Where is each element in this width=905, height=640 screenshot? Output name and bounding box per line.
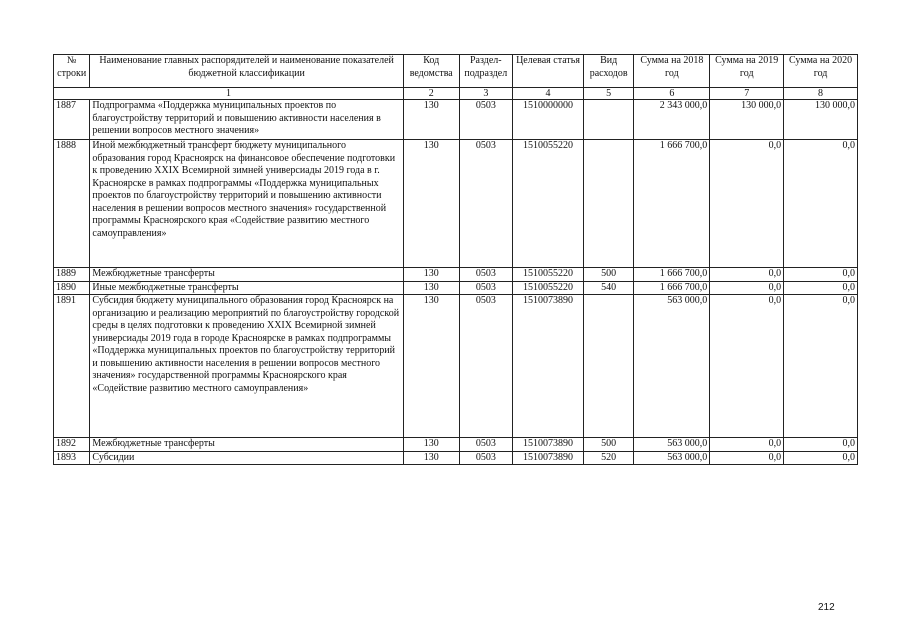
table-row [54, 295, 858, 438]
column-number: 7 [710, 88, 784, 100]
row-number: 1893 [54, 451, 90, 465]
header-row [54, 55, 858, 88]
row-vid [583, 100, 634, 140]
column-number-row [54, 88, 858, 100]
budget-table [53, 54, 858, 465]
row-name: Межбюджетные трансферты [90, 438, 404, 452]
row-sum-2020: 0,0 [784, 438, 858, 452]
header-vid: Вид расходов [583, 55, 634, 88]
table-row [54, 268, 858, 282]
row-sum-2019: 0,0 [710, 451, 784, 465]
row-sum-2019: 130 000,0 [710, 100, 784, 140]
table-row [54, 451, 858, 465]
row-name: Межбюджетные трансферты [90, 268, 404, 282]
row-vedomstvo: 130 [403, 295, 459, 438]
header-sum-2020: Сумма на 2020 год [784, 55, 858, 88]
row-statya: 1510055220 [513, 140, 584, 268]
column-number: 4 [513, 88, 584, 100]
row-razdel: 0503 [459, 281, 513, 295]
column-number: 8 [784, 88, 858, 100]
row-sum-2018: 1 666 700,0 [634, 268, 710, 282]
header-name: Наименование главных распорядителей и наименование показателей бюджетной классификации [90, 55, 404, 88]
row-name: Иные межбюджетные трансферты [90, 281, 404, 295]
row-vid [583, 295, 634, 438]
row-name: Подпрограмма «Поддержка муниципальных проектов по благоустройству территорий и повышению активности населения в решении вопросов местного значения» [90, 100, 404, 140]
row-sum-2020: 130 000,0 [784, 100, 858, 140]
header-razdel: Раздел-подраздел [459, 55, 513, 88]
row-razdel: 0503 [459, 140, 513, 268]
table-header [54, 55, 858, 100]
header-sum-2018: Сумма на 2018 год [634, 55, 710, 88]
row-vedomstvo: 130 [403, 438, 459, 452]
row-sum-2019: 0,0 [710, 140, 784, 268]
row-statya: 1510073890 [513, 451, 584, 465]
column-number: 2 [403, 88, 459, 100]
row-vedomstvo: 130 [403, 100, 459, 140]
row-number: 1889 [54, 268, 90, 282]
row-razdel: 0503 [459, 295, 513, 438]
row-vid: 500 [583, 438, 634, 452]
row-sum-2019: 0,0 [710, 268, 784, 282]
row-number: 1892 [54, 438, 90, 452]
row-name: Субсидия бюджету муниципального образования город Красноярск на организацию и реализацию мероприятий по благоустройству городской среды в целях подготовки к проведению XXIX Всемирной зимней универсиады 2019 года в городе Красноярске в рамках подпрограммы «Поддержка муниципальных проектов по благоустройству территорий и повышению активности населения в решении вопросов местного значения» государственной программы Красноярского края «Содействие развитию местного самоуправления» [90, 295, 404, 438]
row-statya: 1510073890 [513, 438, 584, 452]
row-sum-2018: 1 666 700,0 [634, 281, 710, 295]
row-vedomstvo: 130 [403, 451, 459, 465]
row-sum-2019: 0,0 [710, 295, 784, 438]
table-row [54, 281, 858, 295]
header-statya: Целевая статья [513, 55, 584, 88]
row-sum-2019: 0,0 [710, 438, 784, 452]
row-number: 1887 [54, 100, 90, 140]
header-sum-2019: Сумма на 2019 год [710, 55, 784, 88]
row-name: Иной межбюджетный трансферт бюджету муниципального образования город Красноярск на финансовое обеспечение подготовки к проведению XXIX Всемирной зимней универсиады 2019 года в г. Красноярске в рамках подпрограммы «Поддержка муниципальных проектов по благоустройству территорий и повышению активности населения в решении вопросов местного значения» государственной программы Красноярского края «Содействие развитию местного самоуправления» [90, 140, 404, 268]
header-num: № строки [54, 55, 90, 88]
row-razdel: 0503 [459, 100, 513, 140]
column-number: 3 [459, 88, 513, 100]
row-number: 1888 [54, 140, 90, 268]
row-sum-2018: 563 000,0 [634, 295, 710, 438]
row-sum-2019: 0,0 [710, 281, 784, 295]
row-vid: 500 [583, 268, 634, 282]
table-row [54, 438, 858, 452]
row-statya: 1510055220 [513, 268, 584, 282]
row-sum-2020: 0,0 [784, 268, 858, 282]
row-razdel: 0503 [459, 268, 513, 282]
row-sum-2020: 0,0 [784, 140, 858, 268]
row-vid: 540 [583, 281, 634, 295]
table-row [54, 140, 858, 268]
row-razdel: 0503 [459, 438, 513, 452]
header-vedomstvo: Код ведомства [403, 55, 459, 88]
row-sum-2020: 0,0 [784, 281, 858, 295]
row-razdel: 0503 [459, 451, 513, 465]
row-sum-2020: 0,0 [784, 451, 858, 465]
row-vid [583, 140, 634, 268]
row-statya: 1510073890 [513, 295, 584, 438]
column-number: 1 [54, 88, 404, 100]
row-statya: 1510000000 [513, 100, 584, 140]
row-vedomstvo: 130 [403, 140, 459, 268]
row-sum-2020: 0,0 [784, 295, 858, 438]
row-vedomstvo: 130 [403, 268, 459, 282]
table-body [54, 100, 858, 465]
row-sum-2018: 563 000,0 [634, 451, 710, 465]
column-number: 5 [583, 88, 634, 100]
page-number: 212 [818, 602, 835, 613]
row-sum-2018: 563 000,0 [634, 438, 710, 452]
row-sum-2018: 2 343 000,0 [634, 100, 710, 140]
row-statya: 1510055220 [513, 281, 584, 295]
row-name: Субсидии [90, 451, 404, 465]
row-vid: 520 [583, 451, 634, 465]
table-row [54, 100, 858, 140]
row-number: 1890 [54, 281, 90, 295]
row-vedomstvo: 130 [403, 281, 459, 295]
row-sum-2018: 1 666 700,0 [634, 140, 710, 268]
column-number: 6 [634, 88, 710, 100]
row-number: 1891 [54, 295, 90, 438]
